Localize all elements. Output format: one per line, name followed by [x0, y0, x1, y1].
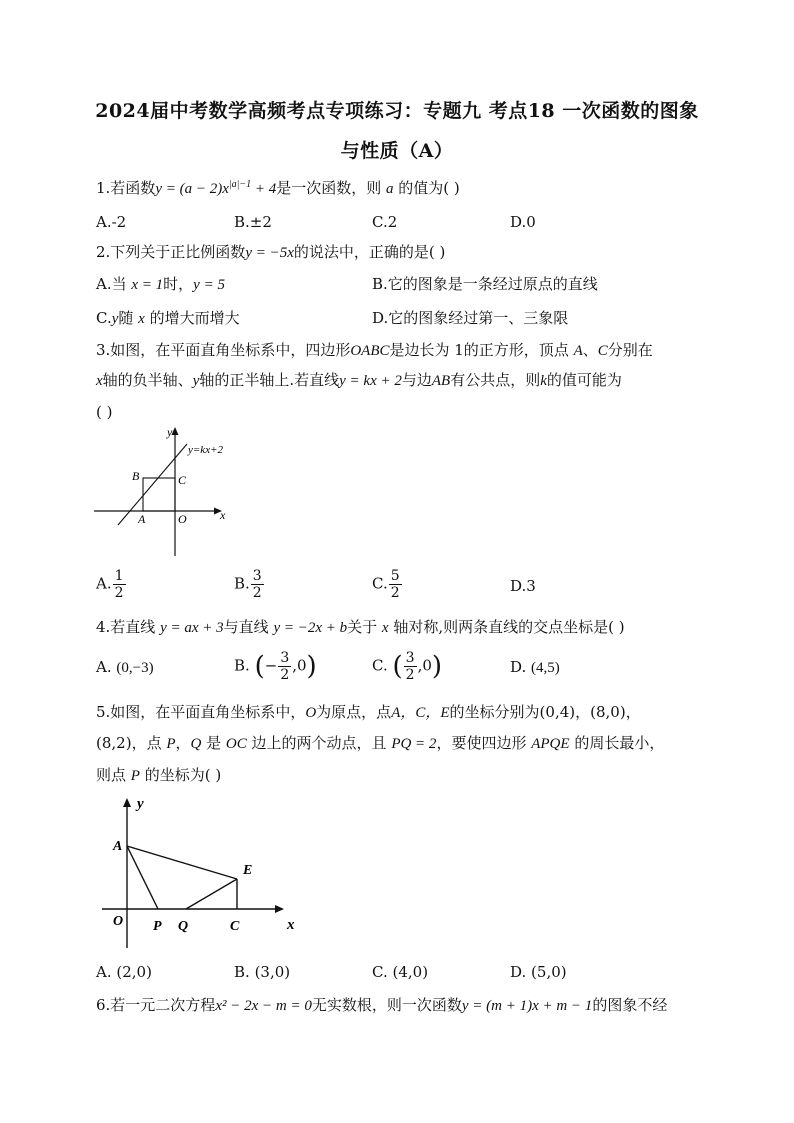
q3-l2-y: y [192, 373, 200, 389]
q4-optB-rparen: ) [306, 651, 317, 682]
q5-label-x: x [287, 917, 295, 933]
q6-prefix: 6.若一元二次方程 [96, 996, 216, 1014]
q5-l2-mid3: 边上的两个动点，且 [246, 734, 392, 752]
q5-y-arrow [123, 798, 131, 807]
question-2 [96, 242, 445, 263]
q4-optA-val: (0,−3) [116, 660, 154, 676]
q5-l1-O: O [305, 705, 317, 721]
q5-l2-c3: (8,2) [96, 734, 132, 752]
q3-optC-frac [389, 568, 402, 601]
q3-l2-formula: y = kx + 2 [339, 373, 402, 389]
q1-option-a[interactable]: A.-2 [96, 213, 127, 231]
q4-optB-pre: B. [234, 656, 250, 675]
q3-optA-num: 1 [114, 568, 124, 584]
q5-option-c[interactable] [372, 962, 428, 982]
q2-optA-y: y = 5 [193, 277, 225, 293]
q4-optB-num: 3 [280, 650, 290, 666]
q3-l2-AB: AB [431, 373, 451, 389]
q3-l2-mid3: 与边 [401, 371, 432, 389]
q5-optB-pre: B. [234, 963, 250, 981]
q5-l2-P: P [166, 736, 176, 752]
q4-option-b[interactable] [234, 650, 317, 683]
q1-suffix: 是一次函数，则 [276, 179, 387, 197]
q5-label-E: E [243, 863, 253, 878]
q4-optB-sign: − [264, 656, 278, 675]
q4-optB-den: 2 [280, 667, 290, 683]
q5-segment-AP [127, 846, 158, 909]
q3-optB-pre: B. [234, 574, 250, 593]
q5-label-O: O [113, 914, 124, 929]
q2-option-a[interactable] [96, 274, 225, 295]
q3-l2-x: x [96, 373, 103, 389]
q5-l1-mid2: 的坐标分别为 [449, 703, 540, 721]
q4-optB-lparen: ( [254, 651, 265, 682]
q5-segment-QE [186, 879, 237, 909]
q5-option-a[interactable] [96, 962, 152, 982]
q5-option-d[interactable] [510, 962, 567, 982]
q2-suffix: 的说法中，正确的是( ) [293, 243, 446, 261]
q1-option-b[interactable]: B.±2 [234, 213, 272, 231]
question-3-line3: ( ) [96, 403, 113, 421]
q5-label-y: y [137, 796, 144, 812]
q3-l2-mid2: 轴的正半轴上.若直线 [199, 371, 340, 389]
q3-option-a[interactable] [96, 568, 127, 601]
q3-optC-num: 5 [390, 568, 400, 584]
q1-exponent: |a|−1 [228, 179, 252, 190]
q3-optB-num: 3 [252, 568, 262, 584]
q3-optA-pre: A. [96, 574, 112, 593]
q3-option-d[interactable]: D.3 [510, 577, 536, 595]
question-3-line2 [96, 370, 622, 391]
q5-l1-pre: 5.如图，在平面直角坐标系中， [96, 703, 306, 721]
q5-l3-pre: 则点 [96, 766, 131, 784]
q3-option-c[interactable] [372, 568, 403, 601]
q5-label-Q: Q [178, 919, 189, 934]
q5-l2-PQ: PQ = 2 [391, 736, 437, 752]
q4-f1: y = ax + 3 [160, 620, 224, 636]
q5-l2-mid2: 是 [201, 734, 226, 752]
q4-optC-lparen: ( [392, 651, 403, 682]
q2-optC-post: 的增大而增大 [144, 309, 240, 327]
question-5-line1 [96, 702, 641, 723]
q5-label-P: P [153, 919, 162, 934]
q2-optA-pre: A.当 [96, 275, 132, 293]
q5-optC-pre: C. [372, 963, 388, 981]
q5-l1-post: ， [625, 703, 641, 721]
q3-y-arrow [172, 427, 179, 435]
q4-optC-rparen: ) [431, 651, 443, 682]
q3-l1-C: C [597, 343, 608, 359]
q2-optC-pre: C. [96, 309, 112, 327]
q5-optD-val: (5,0) [531, 963, 567, 981]
q3-optB-frac [251, 568, 264, 601]
q3-l1-shape: OABC [350, 343, 390, 359]
q4-option-c[interactable] [372, 650, 442, 683]
q4-optC-den: 2 [405, 667, 415, 683]
q3-label-B: B [132, 469, 140, 483]
q3-label-O: O [178, 512, 187, 526]
page-title-line2: 与性质（A） [340, 140, 454, 162]
q1-formula-end: + 4 [251, 181, 277, 197]
q1-formula: y = (a − 2)x [155, 181, 229, 197]
q5-optD-pre: D. [510, 963, 527, 981]
q3-optA-den: 2 [114, 585, 124, 601]
question-5-line2 [96, 733, 664, 754]
q4-optC-num: 3 [405, 650, 415, 666]
q6-func: y = (m + 1)x + m − 1 [461, 998, 593, 1014]
q3-l1-mid: 是边长为 1的正方形，顶点 [389, 341, 574, 359]
q2-optA-mid: 时， [163, 275, 194, 293]
q1-option-d[interactable]: D.0 [510, 213, 536, 231]
q6-mid: 无实数根，则一次函数 [311, 996, 462, 1014]
q4-x: x [381, 620, 389, 636]
q3-l2-mid4: 有公共点，则 [450, 371, 541, 389]
q3-label-C: C [178, 473, 187, 487]
q5-segment-AE [127, 846, 237, 879]
q5-optA-pre: A. [96, 963, 112, 981]
q3-figure [90, 422, 240, 562]
q3-label-x: x [220, 508, 226, 522]
q4-optC-pre: C. [372, 656, 388, 675]
q5-label-C: C [230, 919, 240, 934]
q4-prefix: 4.若直线 [96, 618, 161, 636]
q5-l1-c2: (8,0) [590, 703, 626, 721]
q5-figure [100, 788, 310, 953]
question-3-line1 [96, 340, 653, 361]
q1-suffix-b: 的值为( ) [393, 179, 460, 197]
q3-optB-den: 2 [252, 585, 262, 601]
q4-option-a[interactable] [96, 657, 154, 678]
q3-l2-post: 的值可能为 [546, 371, 622, 389]
question-5-line3 [96, 765, 221, 786]
q5-x-arrow [275, 905, 284, 913]
q1-prefix: 1.若函数 [96, 179, 156, 197]
question-4 [96, 617, 625, 638]
q4-mid: 与直线 [223, 618, 274, 636]
q3-l2-mid1: 轴的负半轴、 [102, 371, 193, 389]
question-6 [96, 995, 667, 1016]
q1-option-c[interactable]: C.2 [372, 213, 398, 231]
q5-l1-pts: A，C，E [391, 705, 450, 721]
q3-l1-pre: 3.如图，在平面直角坐标系中，四边形 [96, 341, 351, 359]
q2-optC-y: y [111, 311, 119, 327]
q5-l2-mid: ，点 [131, 734, 167, 752]
q5-l2-sep: ， [175, 734, 191, 752]
q3-line-kx2 [118, 444, 187, 525]
q1-var: a [386, 181, 394, 197]
q3-optC-pre: C. [372, 574, 388, 593]
q5-l2-OC: OC [225, 736, 247, 752]
q2-option-b[interactable]: B.它的图象是一条经过原点的直线 [372, 275, 598, 293]
q4-mid2: 关于 [347, 618, 382, 636]
page-title: 2024届中考数学高频考点专项练习：专题九 考点18 一次函数的图象 [95, 100, 699, 122]
q4-optC-tail: ,0 [417, 656, 432, 675]
q5-l1-sep: ， [575, 703, 591, 721]
q5-l3-P: P [130, 768, 140, 784]
q5-l2-APQE: APQE [531, 736, 570, 752]
q5-label-A: A [113, 839, 123, 854]
q5-l1-mid: 为原点，点 [316, 703, 392, 721]
q2-option-c[interactable] [96, 308, 240, 329]
q3-optA-frac [113, 568, 126, 601]
q5-l2-mid4: ，要使四边形 [436, 734, 532, 752]
q2-optC-x: x [138, 311, 145, 327]
q4-optA-pre: A. [96, 658, 112, 676]
q5-l2-post: 的周长最小， [569, 734, 665, 752]
q5-optA-val: (2,0) [116, 963, 152, 981]
q3-l1-post: 分别在 [607, 341, 653, 359]
q4-f2: y = −2x + b [273, 620, 348, 636]
q3-label-y: y [167, 425, 173, 439]
q3-optC-den: 2 [390, 585, 400, 601]
q2-formula: y = −5x [245, 245, 294, 261]
q5-optB-val: (3,0) [254, 963, 291, 981]
q4-suffix: 轴对称,则两条直线的交点坐标是( ) [388, 618, 625, 636]
q3-option-b[interactable] [234, 568, 265, 601]
q4-optC-frac [404, 650, 417, 683]
question-1 [96, 175, 460, 199]
q2-prefix: 2.下列关于正比例函数 [96, 243, 246, 261]
q4-optB-tail: ,0 [292, 656, 307, 675]
q4-optB-frac [278, 650, 291, 683]
q4-optD-val: (4,5) [531, 660, 560, 676]
q3-l1-sep: 、 [582, 341, 598, 359]
q2-optA-x: x = 1 [131, 277, 164, 293]
q2-optC-mid: 随 [118, 309, 139, 327]
q3-square-oabc [143, 478, 175, 511]
q4-optD-pre: D. [510, 658, 527, 676]
q5-l2-Q: Q [190, 736, 202, 752]
q6-eq: x² − 2x − m = 0 [215, 998, 312, 1014]
q3-l2-k: k [540, 373, 547, 389]
q5-l3-post: 的坐标为( ) [139, 766, 222, 784]
q4-option-d[interactable] [510, 657, 560, 678]
q6-suffix: 的图象不经 [592, 996, 668, 1014]
q2-option-d[interactable]: D.它的图象经过第一、三象限 [372, 309, 569, 327]
q5-l1-c1: (0,4) [539, 703, 576, 721]
q3-label-line: y=kx+2 [188, 444, 223, 456]
q5-optC-val: (4,0) [392, 963, 429, 981]
q3-l1-A: A [573, 343, 583, 359]
q5-option-b[interactable] [234, 962, 290, 982]
q3-label-A: A [138, 512, 146, 526]
